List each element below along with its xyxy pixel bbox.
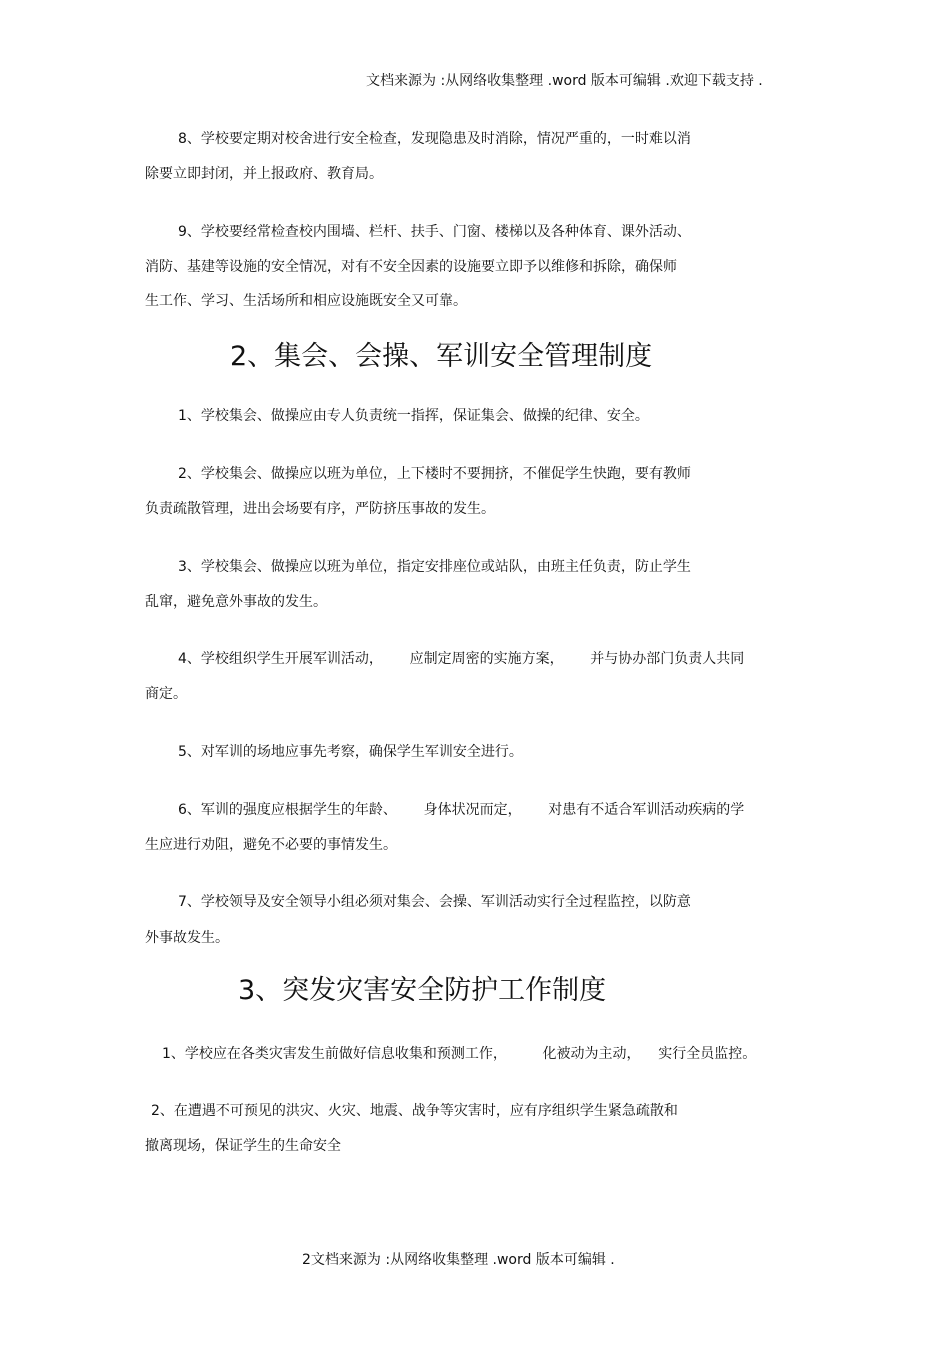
item-9-line-3: 生工作、学习、生活场所和相应设施既安全又可靠。 (145, 293, 467, 309)
item-8-line-1: 8、学校要定期对校舍进行安全检查，发现隐患及时消除，情况严重的，一时难以消 (178, 131, 691, 147)
section-2-item-3-line-2: 乱窜，避免意外事故的发生。 (145, 594, 327, 610)
section-2-item-2-line-1: 2、学校集会、做操应以班为单位，上下楼时不要拥挤，不催促学生快跑，要有教师 (178, 466, 691, 482)
section-2-item-3-line-1: 3、学校集会、做操应以班为单位，指定安排座位或站队，由班主任负责，防止学生 (178, 559, 691, 575)
section-3-item-1-line-1: 1、学校应在各类灾害发生前做好信息收集和预测工作， 化被动为主动， 实行全员监控。 (162, 1046, 757, 1062)
section-2-item-7-line-2: 外事故发生。 (145, 930, 229, 946)
section-2-item-5-line-1: 5、对军训的场地应事先考察，确保学生军训安全进行。 (178, 744, 523, 760)
item-9-line-1: 9、学校要经常检查校内围墙、栏杆、扶手、门窗、楼梯以及各种体育、课外活动、 (178, 224, 691, 240)
section-2-item-7-line-1: 7、学校领导及安全领导小组必须对集会、会操、军训活动实行全过程监控，以防意 (178, 894, 691, 910)
section-3-item-2-line-1: 2、在遭遇不可预见的洪灾、火灾、地震、战争等灾害时，应有序组织学生紧急疏散和 (151, 1103, 678, 1119)
section-3-item-2-line-2: 撤离现场，保证学生的生命安全 (145, 1138, 341, 1154)
section-2-item-1-line-1: 1、学校集会、做操应由专人负责统一指挥，保证集会、做操的纪律、安全。 (178, 408, 649, 424)
section-2-item-4-line-1: 4、学校组织学生开展军训活动， 应制定周密的实施方案， 并与协办部门负责人共同 (178, 651, 745, 667)
section-2-item-2-line-2: 负责疏散管理，进出会场要有序，严防挤压事故的发生。 (145, 501, 495, 517)
section-2-heading: 2、集会、会操、军训安全管理制度 (230, 341, 653, 372)
section-2-item-4-line-2: 商定。 (145, 686, 187, 702)
page-header: 文档来源为 :从网络收集整理 .word 版本可编辑 .欢迎下载支持 . (366, 73, 763, 89)
section-2-item-6-line-2: 生应进行劝阻，避免不必要的事情发生。 (145, 837, 397, 853)
page-footer: 2文档来源为 :从网络收集整理 .word 版本可编辑 . (302, 1252, 615, 1268)
item-8-line-2: 除要立即封闭，并上报政府、教育局。 (145, 166, 383, 182)
section-3-heading: 3、突发灾害安全防护工作制度 (238, 975, 607, 1006)
section-2-item-6-line-1: 6、军训的强度应根据学生的年龄、 身体状况而定， 对患有不适合军训活动疾病的学 (178, 802, 745, 818)
item-9-line-2: 消防、基建等设施的安全情况，对有不安全因素的设施要立即予以维修和拆除，确保师 (145, 259, 677, 275)
